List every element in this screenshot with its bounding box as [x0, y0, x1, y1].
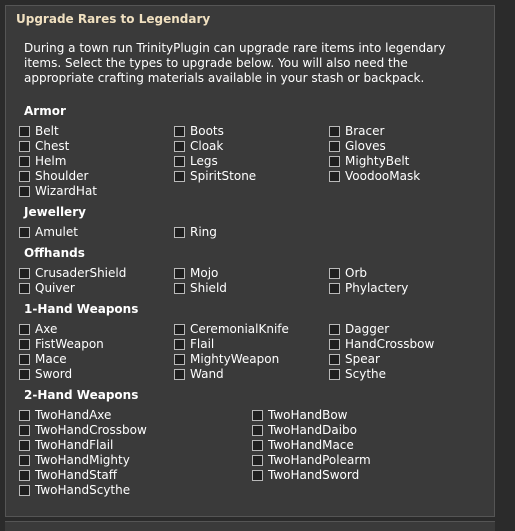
checkbox-box[interactable] [19, 440, 30, 451]
checkbox-ceremonialknife[interactable] [174, 322, 289, 336]
checkbox-phylactery[interactable] [329, 281, 408, 295]
checkbox-twohanddaibo[interactable] [252, 423, 357, 437]
checkbox-label: Axe [35, 322, 58, 336]
checkbox-twohandcrossbow[interactable] [19, 423, 147, 437]
checkbox-amulet[interactable] [19, 225, 78, 239]
checkbox-box[interactable] [19, 339, 30, 350]
checkbox-box[interactable] [252, 440, 263, 451]
checkbox-box[interactable] [174, 354, 185, 365]
checkbox-label: HandCrossbow [345, 337, 435, 351]
checkbox-label: TwoHandScythe [35, 483, 131, 497]
checkbox-box[interactable] [19, 470, 30, 481]
checkbox-box[interactable] [252, 470, 263, 481]
checkbox-mojo[interactable] [174, 266, 218, 280]
checkbox-label: Bracer [345, 124, 385, 138]
checkbox-twohandaxe[interactable] [19, 408, 111, 422]
checkbox-label: Quiver [35, 281, 75, 295]
checkbox-mace[interactable] [19, 352, 67, 366]
checkbox-label: FistWeapon [35, 337, 104, 351]
section-offhands: Offhands [24, 246, 85, 260]
checkbox-twohandpolearm[interactable] [252, 453, 371, 467]
checkbox-label: Ring [190, 225, 217, 239]
checkbox-box[interactable] [329, 283, 340, 294]
checkbox-dagger[interactable] [329, 322, 389, 336]
checkbox-mightybelt[interactable] [329, 154, 409, 168]
checkbox-box[interactable] [174, 369, 185, 380]
checkbox-box[interactable] [252, 410, 263, 421]
section-one-hand-weapons: 1-Hand Weapons [24, 302, 139, 316]
checkbox-twohandsword[interactable] [252, 468, 359, 482]
checkbox-box[interactable] [19, 369, 30, 380]
checkbox-label: Shoulder [35, 169, 89, 183]
checkbox-box[interactable] [19, 156, 30, 167]
checkbox-box[interactable] [19, 268, 30, 279]
checkbox-axe[interactable] [19, 322, 57, 336]
checkbox-voodoomask[interactable] [329, 169, 420, 183]
checkbox-gloves[interactable] [329, 139, 386, 153]
checkbox-box[interactable] [19, 227, 30, 238]
checkbox-label: Sword [35, 367, 73, 381]
checkbox-box[interactable] [19, 126, 30, 137]
checkbox-box[interactable] [19, 485, 30, 496]
checkbox-spear[interactable] [329, 352, 380, 366]
checkbox-label: Amulet [35, 225, 78, 239]
checkbox-twohandbow[interactable] [252, 408, 348, 422]
checkbox-box[interactable] [252, 425, 263, 436]
checkbox-label: Orb [345, 266, 367, 280]
checkbox-box[interactable] [174, 268, 185, 279]
checkbox-label: MightyBelt [345, 154, 410, 168]
checkbox-box[interactable] [329, 339, 340, 350]
checkbox-label: Mojo [190, 266, 219, 280]
checkbox-box[interactable] [19, 186, 30, 197]
checkbox-bracer[interactable] [329, 124, 384, 138]
checkbox-box[interactable] [174, 171, 185, 182]
checkbox-label: Flail [190, 337, 215, 351]
checkbox-box[interactable] [329, 369, 340, 380]
checkbox-legs[interactable] [174, 154, 218, 168]
checkbox-flail[interactable] [174, 337, 214, 351]
checkbox-label: Cloak [190, 139, 224, 153]
checkbox-boots[interactable] [174, 124, 224, 138]
checkbox-box[interactable] [19, 141, 30, 152]
checkbox-shield[interactable] [174, 281, 227, 295]
checkbox-label: TwoHandAxe [35, 408, 112, 422]
checkbox-label: TwoHandDaibo [268, 423, 357, 437]
checkbox-box[interactable] [329, 171, 340, 182]
checkbox-box[interactable] [19, 283, 30, 294]
checkbox-box[interactable] [174, 324, 185, 335]
checkbox-scythe[interactable] [329, 367, 386, 381]
checkbox-box[interactable] [19, 324, 30, 335]
checkbox-box[interactable] [329, 354, 340, 365]
panel-title: Upgrade Rares to Legendary [16, 12, 211, 26]
checkbox-helm[interactable] [19, 154, 66, 168]
checkbox-belt[interactable] [19, 124, 59, 138]
checkbox-label: TwoHandStaff [35, 468, 118, 482]
checkbox-box[interactable] [252, 455, 263, 466]
checkbox-label: Gloves [345, 139, 386, 153]
checkbox-box[interactable] [174, 126, 185, 137]
checkbox-box[interactable] [329, 324, 340, 335]
checkbox-label: Wand [190, 367, 224, 381]
checkbox-label: MightyWeapon [190, 352, 280, 366]
checkbox-handcrossbow[interactable] [329, 337, 434, 351]
checkbox-label: TwoHandFlail [35, 438, 114, 452]
checkbox-mightyweapon[interactable] [174, 352, 279, 366]
checkbox-twohandflail[interactable] [19, 438, 113, 452]
checkbox-box[interactable] [174, 156, 185, 167]
checkbox-wizardhat[interactable] [19, 184, 97, 198]
checkbox-label: TwoHandBow [268, 408, 348, 422]
section-two-hand-weapons: 2-Hand Weapons [24, 388, 139, 402]
checkbox-crusadershield[interactable] [19, 266, 126, 280]
checkbox-label: TwoHandMighty [35, 453, 130, 467]
checkbox-twohandstaff[interactable] [19, 468, 117, 482]
checkbox-cloak[interactable] [174, 139, 223, 153]
checkbox-label: Legs [190, 154, 218, 168]
checkbox-label: Mace [35, 352, 67, 366]
checkbox-chest[interactable] [19, 139, 69, 153]
checkbox-label: SpiritStone [190, 169, 257, 183]
checkbox-orb[interactable] [329, 266, 367, 280]
checkbox-box[interactable] [329, 141, 340, 152]
checkbox-label: Scythe [345, 367, 387, 381]
checkbox-sword[interactable] [19, 367, 72, 381]
checkbox-ring[interactable] [174, 225, 217, 239]
checkbox-box[interactable] [19, 425, 30, 436]
checkbox-box[interactable] [19, 354, 30, 365]
upgrade-rares-panel [5, 5, 495, 517]
checkbox-box[interactable] [174, 283, 185, 294]
checkbox-label: CeremonialKnife [190, 322, 289, 336]
checkbox-label: WizardHat [35, 184, 98, 198]
checkbox-label: Spear [345, 352, 380, 366]
checkbox-box[interactable] [19, 410, 30, 421]
checkbox-label: Chest [35, 139, 70, 153]
checkbox-wand[interactable] [174, 367, 224, 381]
checkbox-label: TwoHandMace [268, 438, 354, 452]
panel-description: During a town run TrinityPlugin can upgrade rare items into legendary items. Select the types to upgrade below. You will also need the appropriate crafting materials available in your stash or backpack. [24, 41, 446, 85]
checkbox-label: Shield [190, 281, 227, 295]
checkbox-spiritstone[interactable] [174, 169, 256, 183]
section-jewellery: Jewellery [24, 205, 86, 219]
checkbox-twohandmighty[interactable] [19, 453, 130, 467]
checkbox-box[interactable] [174, 141, 185, 152]
checkbox-box[interactable] [329, 268, 340, 279]
checkbox-label: TwoHandCrossbow [35, 423, 147, 437]
checkbox-label: CrusaderShield [35, 266, 127, 280]
checkbox-label: TwoHandSword [268, 468, 360, 482]
checkbox-label: Belt [35, 124, 59, 138]
checkbox-quiver[interactable] [19, 281, 75, 295]
checkbox-box[interactable] [174, 339, 185, 350]
checkbox-box[interactable] [329, 126, 340, 137]
vertical-scrollbar[interactable] [500, 5, 510, 517]
checkbox-label: Phylactery [345, 281, 409, 295]
checkbox-label: Helm [35, 154, 67, 168]
checkbox-box[interactable] [19, 455, 30, 466]
checkbox-twohandmace[interactable] [252, 438, 354, 452]
section-armor: Armor [24, 104, 66, 118]
checkbox-box[interactable] [174, 227, 185, 238]
checkbox-label: Dagger [345, 322, 390, 336]
checkbox-label: Boots [190, 124, 224, 138]
checkbox-label: VoodooMask [345, 169, 421, 183]
checkbox-fistweapon[interactable] [19, 337, 104, 351]
checkbox-box[interactable] [19, 171, 30, 182]
checkbox-label: TwoHandPolearm [268, 453, 371, 467]
checkbox-shoulder[interactable] [19, 169, 88, 183]
checkbox-box[interactable] [329, 156, 340, 167]
checkbox-twohandscythe[interactable] [19, 483, 130, 497]
